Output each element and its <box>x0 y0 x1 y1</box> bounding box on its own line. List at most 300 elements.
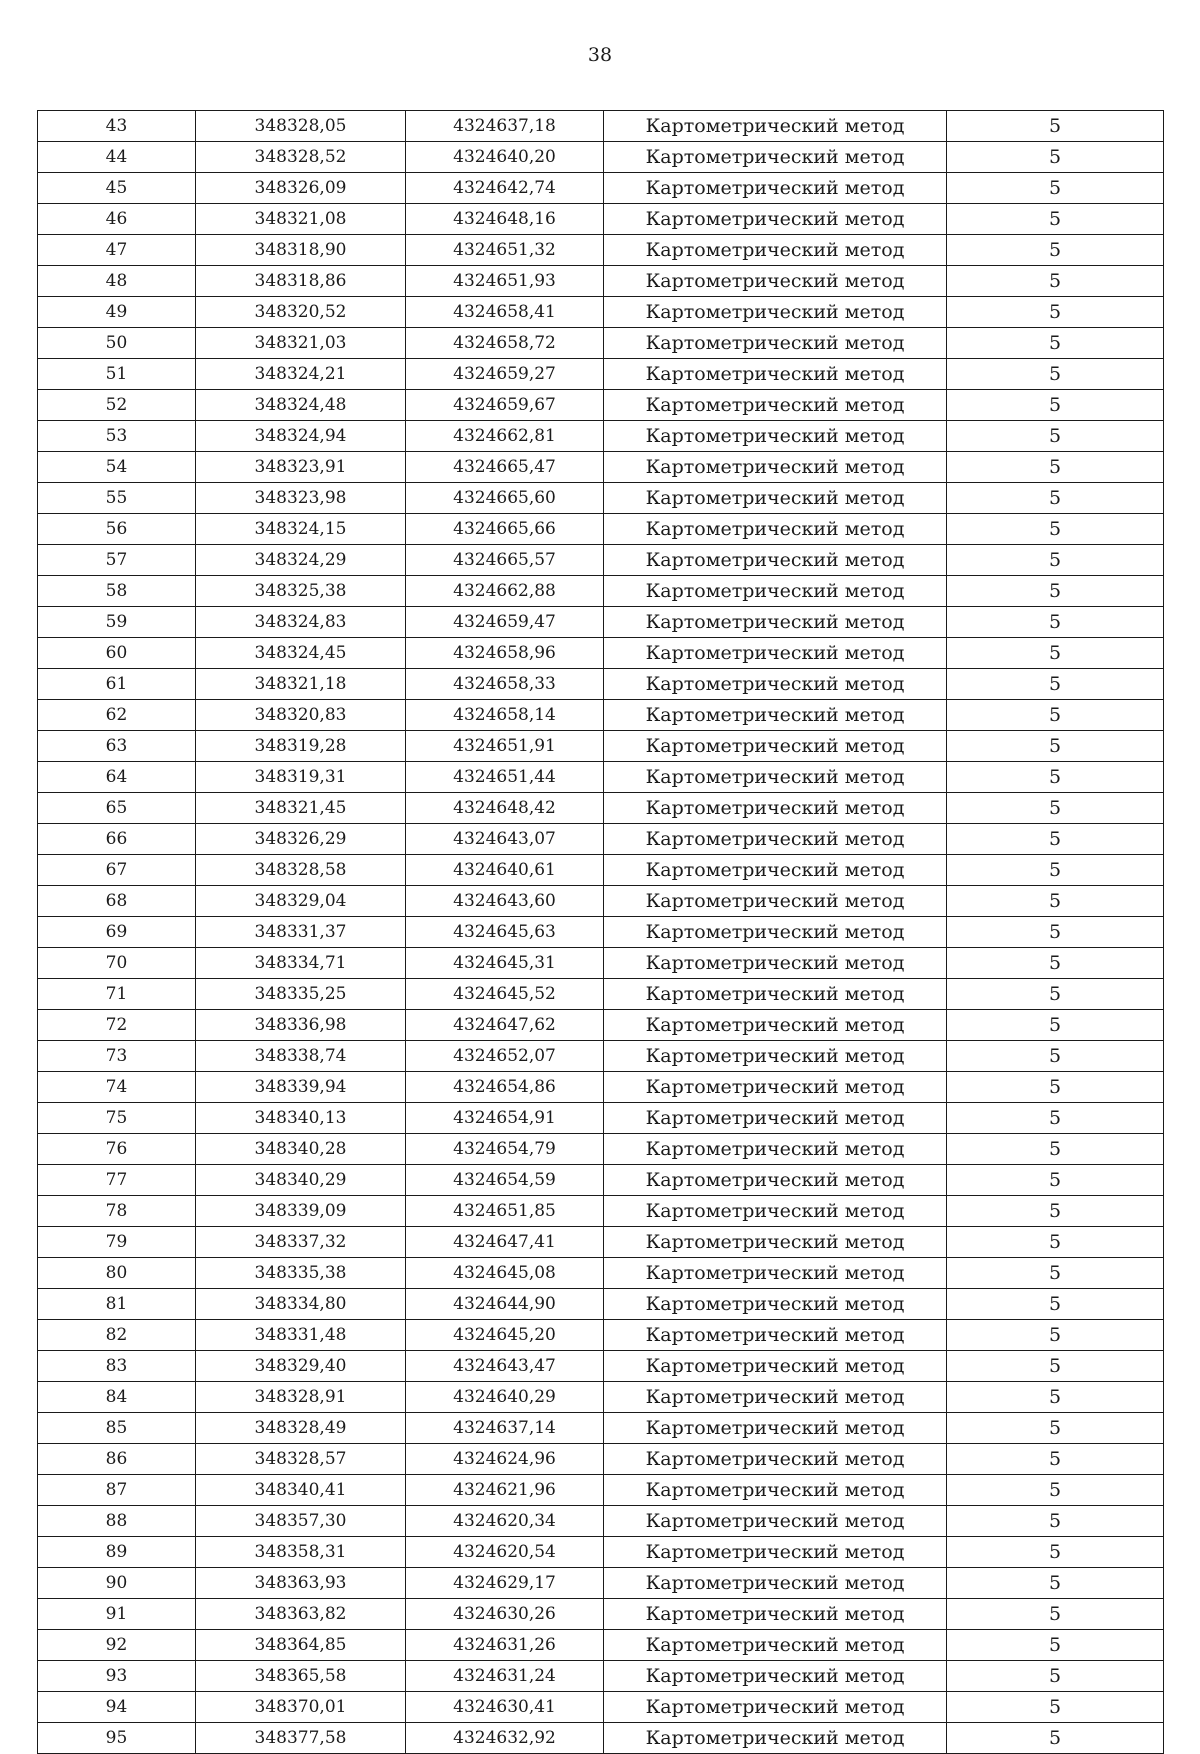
table-row <box>38 731 1164 762</box>
method-cell: Картометрический метод <box>604 514 947 545</box>
method-cell: Картометрический метод <box>604 576 947 607</box>
table-row <box>38 1103 1164 1134</box>
table-row <box>38 1661 1164 1692</box>
accuracy-cell: 5 <box>947 576 1164 607</box>
x-coordinate-cell: 348329,40 <box>196 1351 406 1382</box>
point-number-cell: 87 <box>38 1475 196 1506</box>
accuracy-cell: 5 <box>947 1599 1164 1630</box>
table-row <box>38 917 1164 948</box>
accuracy-cell: 5 <box>947 452 1164 483</box>
method-cell: Картометрический метод <box>604 1413 947 1444</box>
point-number-cell: 49 <box>38 297 196 328</box>
x-coordinate-cell: 348328,49 <box>196 1413 406 1444</box>
y-coordinate-cell: 4324640,29 <box>406 1382 604 1413</box>
accuracy-cell: 5 <box>947 1196 1164 1227</box>
table-row <box>38 762 1164 793</box>
point-number-cell: 75 <box>38 1103 196 1134</box>
table-row <box>38 1475 1164 1506</box>
x-coordinate-cell: 348321,08 <box>196 204 406 235</box>
point-number-cell: 88 <box>38 1506 196 1537</box>
point-number-cell: 45 <box>38 173 196 204</box>
method-cell: Картометрический метод <box>604 421 947 452</box>
table-row <box>38 1010 1164 1041</box>
method-cell: Картометрический метод <box>604 1568 947 1599</box>
table-row <box>38 948 1164 979</box>
x-coordinate-cell: 348326,09 <box>196 173 406 204</box>
accuracy-cell: 5 <box>947 390 1164 421</box>
x-coordinate-cell: 348329,04 <box>196 886 406 917</box>
x-coordinate-cell: 348340,13 <box>196 1103 406 1134</box>
x-coordinate-cell: 348331,48 <box>196 1320 406 1351</box>
table-row <box>38 1444 1164 1475</box>
point-number-cell: 73 <box>38 1041 196 1072</box>
method-cell: Картометрический метод <box>604 235 947 266</box>
y-coordinate-cell: 4324648,16 <box>406 204 604 235</box>
method-cell: Картометрический метод <box>604 917 947 948</box>
accuracy-cell: 5 <box>947 1010 1164 1041</box>
accuracy-cell: 5 <box>947 1568 1164 1599</box>
method-cell: Картометрический метод <box>604 1537 947 1568</box>
accuracy-cell: 5 <box>947 824 1164 855</box>
x-coordinate-cell: 348324,48 <box>196 390 406 421</box>
table-row <box>38 1723 1164 1754</box>
accuracy-cell: 5 <box>947 514 1164 545</box>
accuracy-cell: 5 <box>947 607 1164 638</box>
point-number-cell: 64 <box>38 762 196 793</box>
accuracy-cell: 5 <box>947 886 1164 917</box>
method-cell: Картометрический метод <box>604 762 947 793</box>
x-coordinate-cell: 348358,31 <box>196 1537 406 1568</box>
method-cell: Картометрический метод <box>604 1134 947 1165</box>
x-coordinate-cell: 348324,21 <box>196 359 406 390</box>
method-cell: Картометрический метод <box>604 1103 947 1134</box>
table-row <box>38 700 1164 731</box>
table-row <box>38 1227 1164 1258</box>
y-coordinate-cell: 4324665,60 <box>406 483 604 514</box>
x-coordinate-cell: 348364,85 <box>196 1630 406 1661</box>
table-row <box>38 1506 1164 1537</box>
y-coordinate-cell: 4324643,60 <box>406 886 604 917</box>
accuracy-cell: 5 <box>947 204 1164 235</box>
accuracy-cell: 5 <box>947 1258 1164 1289</box>
table-row <box>38 297 1164 328</box>
table-row <box>38 1072 1164 1103</box>
accuracy-cell: 5 <box>947 1041 1164 1072</box>
table-row <box>38 1630 1164 1661</box>
accuracy-cell: 5 <box>947 1320 1164 1351</box>
method-cell: Картометрический метод <box>604 359 947 390</box>
point-number-cell: 84 <box>38 1382 196 1413</box>
y-coordinate-cell: 4324637,18 <box>406 111 604 142</box>
table-row <box>38 235 1164 266</box>
table-row <box>38 1568 1164 1599</box>
table-row <box>38 793 1164 824</box>
y-coordinate-cell: 4324630,26 <box>406 1599 604 1630</box>
point-number-cell: 80 <box>38 1258 196 1289</box>
point-number-cell: 67 <box>38 855 196 886</box>
method-cell: Картометрический метод <box>604 855 947 886</box>
method-cell: Картометрический метод <box>604 452 947 483</box>
table-row <box>38 483 1164 514</box>
y-coordinate-cell: 4324629,17 <box>406 1568 604 1599</box>
table-row <box>38 390 1164 421</box>
table-row <box>38 1692 1164 1723</box>
x-coordinate-cell: 348321,18 <box>196 669 406 700</box>
table-row <box>38 359 1164 390</box>
x-coordinate-cell: 348335,25 <box>196 979 406 1010</box>
y-coordinate-cell: 4324651,91 <box>406 731 604 762</box>
y-coordinate-cell: 4324648,42 <box>406 793 604 824</box>
x-coordinate-cell: 348365,58 <box>196 1661 406 1692</box>
x-coordinate-cell: 348324,45 <box>196 638 406 669</box>
x-coordinate-cell: 348338,74 <box>196 1041 406 1072</box>
y-coordinate-cell: 4324658,96 <box>406 638 604 669</box>
point-number-cell: 95 <box>38 1723 196 1754</box>
x-coordinate-cell: 348328,52 <box>196 142 406 173</box>
point-number-cell: 94 <box>38 1692 196 1723</box>
point-number-cell: 83 <box>38 1351 196 1382</box>
point-number-cell: 63 <box>38 731 196 762</box>
y-coordinate-cell: 4324637,14 <box>406 1413 604 1444</box>
y-coordinate-cell: 4324662,88 <box>406 576 604 607</box>
table-row <box>38 1041 1164 1072</box>
method-cell: Картометрический метод <box>604 111 947 142</box>
accuracy-cell: 5 <box>947 1506 1164 1537</box>
point-number-cell: 82 <box>38 1320 196 1351</box>
accuracy-cell: 5 <box>947 1351 1164 1382</box>
point-number-cell: 81 <box>38 1289 196 1320</box>
x-coordinate-cell: 348370,01 <box>196 1692 406 1723</box>
method-cell: Картометрический метод <box>604 948 947 979</box>
method-cell: Картометрический метод <box>604 793 947 824</box>
y-coordinate-cell: 4324645,20 <box>406 1320 604 1351</box>
point-number-cell: 71 <box>38 979 196 1010</box>
table-row <box>38 328 1164 359</box>
method-cell: Картометрический метод <box>604 1599 947 1630</box>
method-cell: Картометрический метод <box>604 886 947 917</box>
method-cell: Картометрический метод <box>604 1165 947 1196</box>
y-coordinate-cell: 4324621,96 <box>406 1475 604 1506</box>
accuracy-cell: 5 <box>947 855 1164 886</box>
method-cell: Картометрический метод <box>604 638 947 669</box>
table-row <box>38 142 1164 173</box>
point-number-cell: 86 <box>38 1444 196 1475</box>
point-number-cell: 48 <box>38 266 196 297</box>
table-row <box>38 1413 1164 1444</box>
x-coordinate-cell: 348323,98 <box>196 483 406 514</box>
method-cell: Картометрический метод <box>604 266 947 297</box>
table-row <box>38 173 1164 204</box>
table-row <box>38 545 1164 576</box>
y-coordinate-cell: 4324632,92 <box>406 1723 604 1754</box>
y-coordinate-cell: 4324658,33 <box>406 669 604 700</box>
y-coordinate-cell: 4324645,63 <box>406 917 604 948</box>
accuracy-cell: 5 <box>947 700 1164 731</box>
method-cell: Картометрический метод <box>604 1506 947 1537</box>
y-coordinate-cell: 4324659,67 <box>406 390 604 421</box>
table-row <box>38 204 1164 235</box>
x-coordinate-cell: 348377,58 <box>196 1723 406 1754</box>
accuracy-cell: 5 <box>947 793 1164 824</box>
y-coordinate-cell: 4324665,47 <box>406 452 604 483</box>
accuracy-cell: 5 <box>947 1444 1164 1475</box>
accuracy-cell: 5 <box>947 1630 1164 1661</box>
point-number-cell: 72 <box>38 1010 196 1041</box>
table-row <box>38 886 1164 917</box>
x-coordinate-cell: 348331,37 <box>196 917 406 948</box>
y-coordinate-cell: 4324630,41 <box>406 1692 604 1723</box>
point-number-cell: 53 <box>38 421 196 452</box>
x-coordinate-cell: 348318,86 <box>196 266 406 297</box>
method-cell: Картометрический метод <box>604 1227 947 1258</box>
accuracy-cell: 5 <box>947 948 1164 979</box>
x-coordinate-cell: 348336,98 <box>196 1010 406 1041</box>
point-number-cell: 91 <box>38 1599 196 1630</box>
method-cell: Картометрический метод <box>604 731 947 762</box>
point-number-cell: 57 <box>38 545 196 576</box>
method-cell: Картометрический метод <box>604 173 947 204</box>
method-cell: Картометрический метод <box>604 1072 947 1103</box>
table-row <box>38 514 1164 545</box>
table-row <box>38 576 1164 607</box>
point-number-cell: 85 <box>38 1413 196 1444</box>
method-cell: Картометрический метод <box>604 545 947 576</box>
method-cell: Картометрический метод <box>604 1041 947 1072</box>
x-coordinate-cell: 348337,32 <box>196 1227 406 1258</box>
y-coordinate-cell: 4324647,41 <box>406 1227 604 1258</box>
table-row <box>38 638 1164 669</box>
method-cell: Картометрический метод <box>604 297 947 328</box>
x-coordinate-cell: 348323,91 <box>196 452 406 483</box>
y-coordinate-cell: 4324659,47 <box>406 607 604 638</box>
accuracy-cell: 5 <box>947 297 1164 328</box>
x-coordinate-cell: 348324,94 <box>196 421 406 452</box>
y-coordinate-cell: 4324651,44 <box>406 762 604 793</box>
x-coordinate-cell: 348326,29 <box>196 824 406 855</box>
accuracy-cell: 5 <box>947 483 1164 514</box>
point-number-cell: 62 <box>38 700 196 731</box>
y-coordinate-cell: 4324665,57 <box>406 545 604 576</box>
accuracy-cell: 5 <box>947 111 1164 142</box>
table-row <box>38 1258 1164 1289</box>
x-coordinate-cell: 348334,71 <box>196 948 406 979</box>
point-number-cell: 51 <box>38 359 196 390</box>
accuracy-cell: 5 <box>947 142 1164 173</box>
method-cell: Картометрический метод <box>604 142 947 173</box>
accuracy-cell: 5 <box>947 762 1164 793</box>
point-number-cell: 90 <box>38 1568 196 1599</box>
point-number-cell: 78 <box>38 1196 196 1227</box>
y-coordinate-cell: 4324640,20 <box>406 142 604 173</box>
point-number-cell: 89 <box>38 1537 196 1568</box>
y-coordinate-cell: 4324659,27 <box>406 359 604 390</box>
point-number-cell: 69 <box>38 917 196 948</box>
y-coordinate-cell: 4324658,72 <box>406 328 604 359</box>
y-coordinate-cell: 4324640,61 <box>406 855 604 886</box>
accuracy-cell: 5 <box>947 1289 1164 1320</box>
accuracy-cell: 5 <box>947 1723 1164 1754</box>
method-cell: Картометрический метод <box>604 1475 947 1506</box>
table-row <box>38 1599 1164 1630</box>
x-coordinate-cell: 348325,38 <box>196 576 406 607</box>
x-coordinate-cell: 348363,82 <box>196 1599 406 1630</box>
point-number-cell: 47 <box>38 235 196 266</box>
y-coordinate-cell: 4324624,96 <box>406 1444 604 1475</box>
point-number-cell: 61 <box>38 669 196 700</box>
accuracy-cell: 5 <box>947 235 1164 266</box>
y-coordinate-cell: 4324654,79 <box>406 1134 604 1165</box>
accuracy-cell: 5 <box>947 1692 1164 1723</box>
method-cell: Картометрический метод <box>604 979 947 1010</box>
y-coordinate-cell: 4324662,81 <box>406 421 604 452</box>
method-cell: Картометрический метод <box>604 1630 947 1661</box>
method-cell: Картометрический метод <box>604 1289 947 1320</box>
x-coordinate-cell: 348334,80 <box>196 1289 406 1320</box>
y-coordinate-cell: 4324631,24 <box>406 1661 604 1692</box>
method-cell: Картометрический метод <box>604 1444 947 1475</box>
table-row <box>38 1196 1164 1227</box>
table-row <box>38 421 1164 452</box>
accuracy-cell: 5 <box>947 1134 1164 1165</box>
x-coordinate-cell: 348335,38 <box>196 1258 406 1289</box>
table-row <box>38 452 1164 483</box>
point-number-cell: 92 <box>38 1630 196 1661</box>
accuracy-cell: 5 <box>947 266 1164 297</box>
x-coordinate-cell: 348357,30 <box>196 1506 406 1537</box>
y-coordinate-cell: 4324651,32 <box>406 235 604 266</box>
y-coordinate-cell: 4324644,90 <box>406 1289 604 1320</box>
x-coordinate-cell: 348328,05 <box>196 111 406 142</box>
point-number-cell: 60 <box>38 638 196 669</box>
y-coordinate-cell: 4324645,08 <box>406 1258 604 1289</box>
y-coordinate-cell: 4324651,93 <box>406 266 604 297</box>
method-cell: Картометрический метод <box>604 328 947 359</box>
table-row <box>38 1537 1164 1568</box>
table-row <box>38 1382 1164 1413</box>
y-coordinate-cell: 4324620,34 <box>406 1506 604 1537</box>
x-coordinate-cell: 348340,41 <box>196 1475 406 1506</box>
table-row <box>38 669 1164 700</box>
y-coordinate-cell: 4324654,59 <box>406 1165 604 1196</box>
point-number-cell: 77 <box>38 1165 196 1196</box>
accuracy-cell: 5 <box>947 638 1164 669</box>
accuracy-cell: 5 <box>947 1103 1164 1134</box>
point-number-cell: 50 <box>38 328 196 359</box>
page-number: 38 <box>587 44 613 66</box>
point-number-cell: 74 <box>38 1072 196 1103</box>
table-row <box>38 1134 1164 1165</box>
table-row <box>38 1289 1164 1320</box>
x-coordinate-cell: 348340,29 <box>196 1165 406 1196</box>
accuracy-cell: 5 <box>947 1537 1164 1568</box>
y-coordinate-cell: 4324645,31 <box>406 948 604 979</box>
method-cell: Картометрический метод <box>604 483 947 514</box>
y-coordinate-cell: 4324643,47 <box>406 1351 604 1382</box>
x-coordinate-cell: 348363,93 <box>196 1568 406 1599</box>
table-row <box>38 607 1164 638</box>
coordinates-table-body <box>38 111 1164 1754</box>
method-cell: Картометрический метод <box>604 1351 947 1382</box>
table-row <box>38 855 1164 886</box>
accuracy-cell: 5 <box>947 917 1164 948</box>
accuracy-cell: 5 <box>947 359 1164 390</box>
accuracy-cell: 5 <box>947 545 1164 576</box>
point-number-cell: 65 <box>38 793 196 824</box>
y-coordinate-cell: 4324652,07 <box>406 1041 604 1072</box>
x-coordinate-cell: 348324,29 <box>196 545 406 576</box>
y-coordinate-cell: 4324654,86 <box>406 1072 604 1103</box>
method-cell: Картометрический метод <box>604 204 947 235</box>
point-number-cell: 93 <box>38 1661 196 1692</box>
y-coordinate-cell: 4324631,26 <box>406 1630 604 1661</box>
table-row <box>38 824 1164 855</box>
y-coordinate-cell: 4324643,07 <box>406 824 604 855</box>
accuracy-cell: 5 <box>947 173 1164 204</box>
coordinates-table <box>37 110 1164 1754</box>
point-number-cell: 46 <box>38 204 196 235</box>
accuracy-cell: 5 <box>947 1413 1164 1444</box>
table-row <box>38 1165 1164 1196</box>
x-coordinate-cell: 348319,31 <box>196 762 406 793</box>
x-coordinate-cell: 348319,28 <box>196 731 406 762</box>
table-row <box>38 1320 1164 1351</box>
point-number-cell: 79 <box>38 1227 196 1258</box>
accuracy-cell: 5 <box>947 731 1164 762</box>
method-cell: Картометрический метод <box>604 824 947 855</box>
method-cell: Картометрический метод <box>604 1320 947 1351</box>
x-coordinate-cell: 348320,52 <box>196 297 406 328</box>
point-number-cell: 44 <box>38 142 196 173</box>
method-cell: Картометрический метод <box>604 1010 947 1041</box>
y-coordinate-cell: 4324651,85 <box>406 1196 604 1227</box>
x-coordinate-cell: 348328,58 <box>196 855 406 886</box>
y-coordinate-cell: 4324642,74 <box>406 173 604 204</box>
table-row <box>38 1351 1164 1382</box>
y-coordinate-cell: 4324620,54 <box>406 1537 604 1568</box>
table-row <box>38 979 1164 1010</box>
accuracy-cell: 5 <box>947 669 1164 700</box>
accuracy-cell: 5 <box>947 1072 1164 1103</box>
accuracy-cell: 5 <box>947 1475 1164 1506</box>
y-coordinate-cell: 4324665,66 <box>406 514 604 545</box>
point-number-cell: 76 <box>38 1134 196 1165</box>
accuracy-cell: 5 <box>947 421 1164 452</box>
method-cell: Картометрический метод <box>604 1723 947 1754</box>
x-coordinate-cell: 348339,94 <box>196 1072 406 1103</box>
point-number-cell: 52 <box>38 390 196 421</box>
x-coordinate-cell: 348321,03 <box>196 328 406 359</box>
point-number-cell: 56 <box>38 514 196 545</box>
y-coordinate-cell: 4324658,14 <box>406 700 604 731</box>
point-number-cell: 59 <box>38 607 196 638</box>
method-cell: Картометрический метод <box>604 607 947 638</box>
point-number-cell: 43 <box>38 111 196 142</box>
point-number-cell: 55 <box>38 483 196 514</box>
y-coordinate-cell: 4324645,52 <box>406 979 604 1010</box>
accuracy-cell: 5 <box>947 1165 1164 1196</box>
accuracy-cell: 5 <box>947 328 1164 359</box>
method-cell: Картометрический метод <box>604 1692 947 1723</box>
y-coordinate-cell: 4324658,41 <box>406 297 604 328</box>
x-coordinate-cell: 348340,28 <box>196 1134 406 1165</box>
point-number-cell: 70 <box>38 948 196 979</box>
point-number-cell: 54 <box>38 452 196 483</box>
method-cell: Картометрический метод <box>604 669 947 700</box>
point-number-cell: 68 <box>38 886 196 917</box>
x-coordinate-cell: 348339,09 <box>196 1196 406 1227</box>
accuracy-cell: 5 <box>947 979 1164 1010</box>
method-cell: Картометрический метод <box>604 1258 947 1289</box>
